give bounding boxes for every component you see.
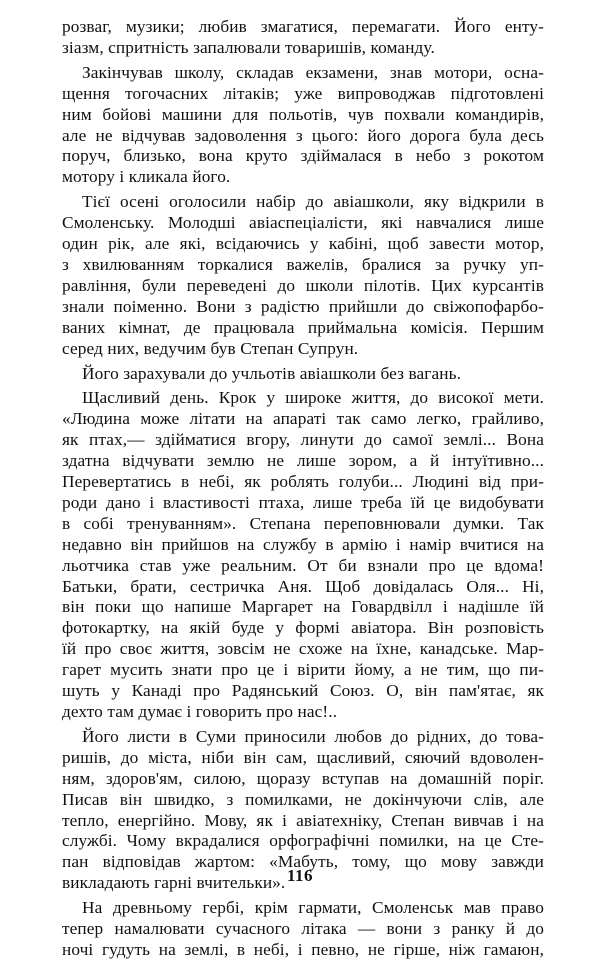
- text-body: [62, 17, 544, 961]
- paragraph: [62, 17, 544, 59]
- text-line: Тієї осені оголосили набір до авіашколи, яку відкрили в: [82, 192, 544, 212]
- text-line: Його зарахували до учльотів авіашколи без вагань.: [82, 363, 461, 383]
- paragraph: [62, 63, 544, 188]
- text-line: в собі тренуванням». Степана переповнювали думки. Так: [62, 513, 544, 533]
- text-line: зіазм, спритність запалювали товаришів, команду.: [62, 37, 435, 57]
- text-line: поруч, близько, вона круто здіймалася в небо з рокотом: [62, 146, 544, 166]
- text-line: ням, здоров'ям, силою, щоразу вступав на домашній поріг.: [62, 768, 544, 788]
- text-line: один рік, але які, всідаючись у кабіні, щоб завести мотор,: [62, 234, 544, 254]
- text-line: ваних кімнат, де працювала приймальна комісія. Першим: [62, 317, 544, 337]
- text-line: розваг, музики; любив змагатися, перемагати. Його енту-: [62, 17, 544, 36]
- text-line: тепло, енергійно. Мову, як і авіатехніку, Степан вивчав і на: [62, 810, 544, 830]
- text-line: ним бойові машини для польотів, чув похвали командирів,: [62, 104, 544, 124]
- text-line: Батьки, брати, сестричка Аня. Щоб довідалась Оля... Ні,: [62, 576, 544, 596]
- text-line: він поки що напише Маргарет на Говардвілл і надішле їй: [62, 597, 544, 617]
- paragraph: [62, 192, 544, 359]
- paragraph: [62, 388, 544, 723]
- text-line: щення тогочасних літаків; уже випроводжав підготовлені: [62, 83, 544, 103]
- text-line: Писав він швидко, з помилками, не докінчуючи слів, але: [62, 789, 544, 809]
- text-line: викладають гарні вчительки».: [62, 873, 286, 893]
- text-line: серед них, ведучим був Степан Супрун.: [62, 338, 359, 358]
- text-line: пан відповідав жартом: «Мабуть, тому, що мову завжди: [62, 852, 544, 872]
- text-line: льотчика став уже реальним. От би взнали про це вдома!: [62, 555, 544, 575]
- text-line: їй про своє життя, зовсім не схоже на їхне, канадське. Мар-: [62, 639, 544, 659]
- text-line: мотору і кликала його.: [62, 167, 231, 187]
- text-line: знали поіменно. Вони з радістю прийшли до свіжопофарбо-: [62, 296, 544, 316]
- text-line: тепер намалювати сучасного літака — вони з ранку й до: [62, 919, 544, 939]
- text-line: шуть у Канаді про Радянський Союз. О, він пам'ятає, як: [62, 681, 544, 701]
- text-line: «Людина може літати на апараті так само легко, грайливо,: [62, 409, 544, 429]
- text-line: здатна відчувати землю не лише зором, а й інтуїтивно...: [62, 451, 544, 471]
- page-number: 116: [286, 866, 314, 885]
- text-line: Перевертатись в небі, як роблять голуби... Людині від при-: [62, 472, 544, 492]
- text-line: Його листи в Суми приносили любов до рідних, до това-: [82, 726, 544, 746]
- text-line: фотокартку, на якій буде у формі авіатора. Він розповість: [62, 618, 544, 638]
- text-line: Закінчував школу, складав екзамени, знав мотори, осна-: [82, 62, 544, 82]
- text-line: роди дано і властивості птаха, лише треба їй це видобувати: [62, 492, 544, 512]
- text-line: службі. Чому вкрадалися орфографічні помилки, на це Сте-: [62, 831, 544, 851]
- text-line: дехто там думає і говорить про нас!..: [62, 702, 338, 721]
- text-line: ришів, до міста, ніби він сам, щасливий, сяючий вдоволен-: [62, 747, 544, 767]
- text-line: з хвилюванням торкалися важелів, бралися за ручку уп-: [62, 254, 544, 274]
- text-line: равління, були переведені до школи пілотів. Цих курсантів: [62, 275, 544, 295]
- paragraph: [62, 364, 544, 385]
- text-line: Смоленську. Молодші авіаспеціалісти, які навчалися лише: [62, 213, 544, 233]
- text-line: На древньому гербі, крім гармати, Смоленськ мав право: [82, 898, 544, 918]
- text-line: недавно він прийшов на службу в армію і намір вчитися на: [62, 534, 544, 554]
- text-line: ночі гудуть на землі, в небі, і певно, не гірше, ніж гамаюн,: [62, 939, 544, 959]
- text-line: але не відчував задоволення з цього: його дорога була десь: [62, 125, 544, 145]
- text-line: гарет мусить знати про це і вірити йому, а не тим, що пи-: [62, 660, 544, 680]
- paragraph: [62, 898, 544, 961]
- text-line: як птах,— здійматися вгору, линути до самої землі... Вона: [62, 430, 544, 450]
- text-line: Щасливий день. Крок у широке життя, до високої мети.: [82, 388, 544, 408]
